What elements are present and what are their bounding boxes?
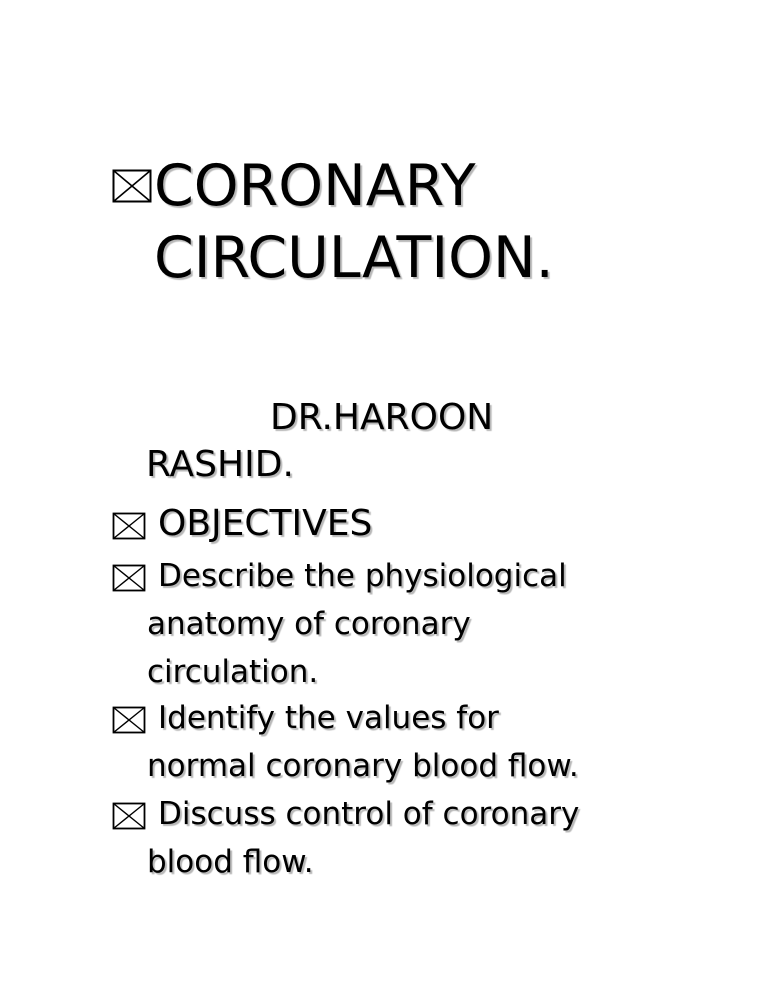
- objectives-heading-text: OBJECTIVES: [158, 503, 373, 544]
- envelope-x-icon: [112, 512, 146, 540]
- objective-2-line-1: Identify the values for: [158, 700, 499, 736]
- author-name: [146, 394, 493, 488]
- envelope-x-icon: [112, 802, 146, 830]
- objective-1-line-2: anatomy of coronary: [147, 606, 471, 642]
- objective-item-3: [112, 790, 579, 886]
- envelope-x-icon: [112, 564, 146, 592]
- objectives-heading: [112, 500, 372, 548]
- objective-3-line-2: blood flow.: [147, 844, 314, 880]
- objective-item-1: [112, 552, 567, 696]
- objective-1-line-3: circulation.: [147, 654, 319, 690]
- objective-2-line-2: normal coronary blood flow.: [147, 748, 579, 784]
- objective-item-2: [112, 694, 579, 790]
- envelope-x-icon: [112, 706, 146, 734]
- document-title: [112, 150, 554, 294]
- title-line-2: CIRCULATION.: [154, 225, 554, 291]
- envelope-x-icon: [112, 169, 152, 203]
- author-line-1: DR.HAROON: [270, 397, 494, 438]
- title-line-1: CORONARY: [154, 153, 476, 219]
- objective-1-line-1: Describe the physiological: [158, 558, 567, 594]
- author-line-2: RASHID.: [146, 444, 294, 485]
- objective-3-line-1: Discuss control of coronary: [158, 796, 580, 832]
